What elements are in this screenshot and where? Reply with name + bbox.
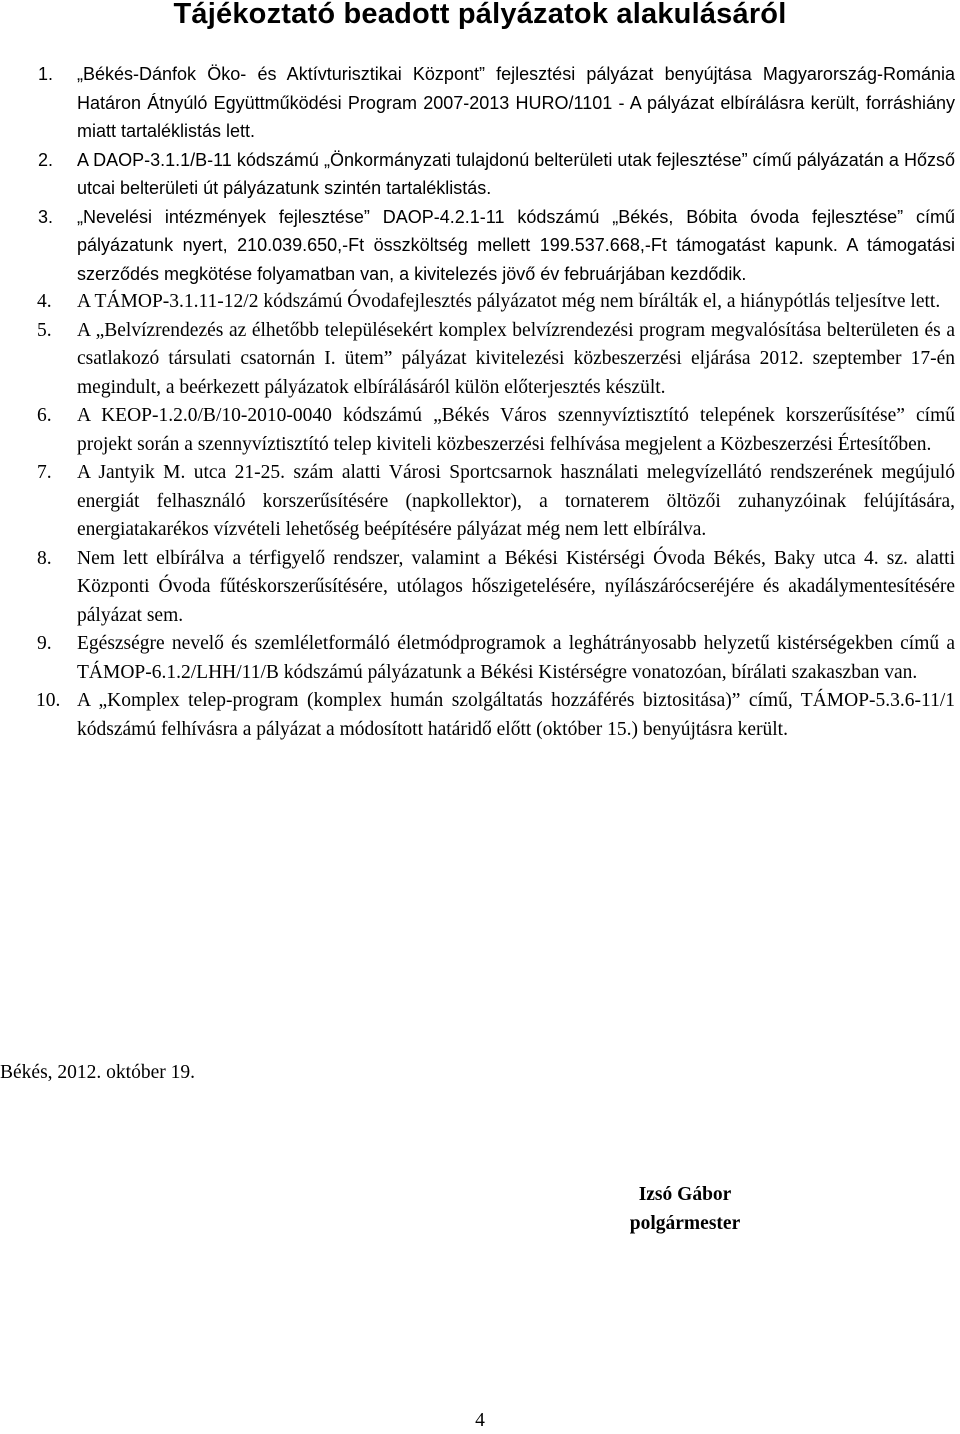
item-text: A Jantyik M. utca 21-25. szám alatti Városi Sportcsarnok használati melegvízellátó rendszerének megújuló energiát felhasználó korszerűsítésére (napkollektor), a tornaterem öltözői zuhanyzóinak felújítására, energiatakarékos vízvételi lehetőség beépítésére pályázat még nem lett elbírálva. [77,462,955,540]
item-text: Nem lett elbírálva a térfigyelő rendszer, valamint a Békési Kistérségi Óvoda Békés, Baky utca 4. sz. alatti Központi Óvoda fűtéskorszerűsítésére, utólagos hőszigetelésére, nyílászárócseréjére és akadálymentesítésére pályázat sem. [77,547,955,626]
item-number: 3. [38,206,54,227]
list-item [0,317,955,403]
item-text: „Nevelési intézmények fejlesztése” DAOP-4.2.1-11 kódszámú „Békés, Bóbita óvoda fejlesztése” című pályázatunk nyert, 210.039.650,-Ft összköltség mellett 199.537.668,-Ft támogatást kapunk. A támogatási szerződés megkötése folyamatban van, a kivitelezés jövő év februárjában kezdődik. [77,206,955,284]
item-number: 8. [37,547,52,569]
list-item [0,687,955,744]
list-item [0,459,955,545]
item-text: A DAOP-3.1.1/B-11 kódszámú „Önkormányzati tulajdonú belterületi utak fejlesztése” című pályázatán a Hőzső utcai belterületi út pályázatunk szintén tartaléklistás. [77,149,955,198]
item-text: „Békés-Dánfok Öko- és Aktívturisztikai Központ” fejlesztési pályázat benyújtása Magyarország-Románia Határon Átnyúló Együttműködési Program 2007-2013 HURO/1101 - A pályázat elbírálásra került, forráshiány miatt tartaléklistás lett. [77,64,955,141]
item-text: A „Belvízrendezés az élhetőbb településekért komplex belvízrendezési program megvalósítása belterületen és a csatlakozó társulati csatornán I. ütem” pályázat kivitelezési közbeszerzési eljárása 2012. szeptember 17-én megindult, a beérkezett pályázatok elbírálásáról külön előterjesztés készült. [77,319,955,398]
item-text: A TÁMOP-3.1.11-12/2 kódszámú Óvodafejlesztés pályázatot még nem bírálták el, a hiánypótlás teljesítve lett. [77,291,941,312]
item-number: 10. [36,690,61,711]
item-list [0,60,955,744]
list-item [0,630,955,687]
signatory-position: polgármester [629,1213,741,1234]
list-item [0,402,955,459]
list-item [0,545,955,631]
item-number: 9. [37,633,52,654]
item-number: 7. [37,462,52,483]
page-number: 4 [475,1410,485,1431]
list-item [0,60,955,146]
item-number: 5. [37,319,52,341]
list-item [0,288,955,317]
item-number: 1. [38,64,54,84]
item-number: 2. [38,149,54,170]
item-text: A „Komplex telep-program (komplex humán szolgáltatás hozzáférés biztositása)” című, TÁMOP-5.3.6-11/1 kódszámú felhívásra a pályázat a módosított határidő előtt (október 15.) benyújtásra került. [77,690,955,740]
date-line: Békés, 2012. október 19. [0,1062,195,1083]
list-item [0,203,955,289]
list-item [0,146,955,203]
item-text: A KEOP-1.2.0/B/10-2010-0040 kódszámú „Békés Város szennyvíztisztító telepének korszerűsítése” című projekt során a szennyvíztisztító telep kiviteli közbeszerzési felhívása megjelent a Közbeszerzési Értesítőben. [77,405,955,455]
item-number: 6. [37,405,52,426]
signature-block [600,1180,770,1238]
signatory-name: Izsó Gábor [638,1184,732,1205]
item-text: Egészségre nevelő és szemléletformáló életmódprogramok a leghátrányosabb helyzetű kistérségekben című a TÁMOP-6.1.2/LHH/11/B kódszámú pályázatunk a Békési Kistérségre vonatozóan, bírálati szakaszban van. [77,633,955,683]
item-number: 4. [37,291,52,312]
page-title: Tájékoztató beadott pályázatok alakulásáról [173,0,787,30]
